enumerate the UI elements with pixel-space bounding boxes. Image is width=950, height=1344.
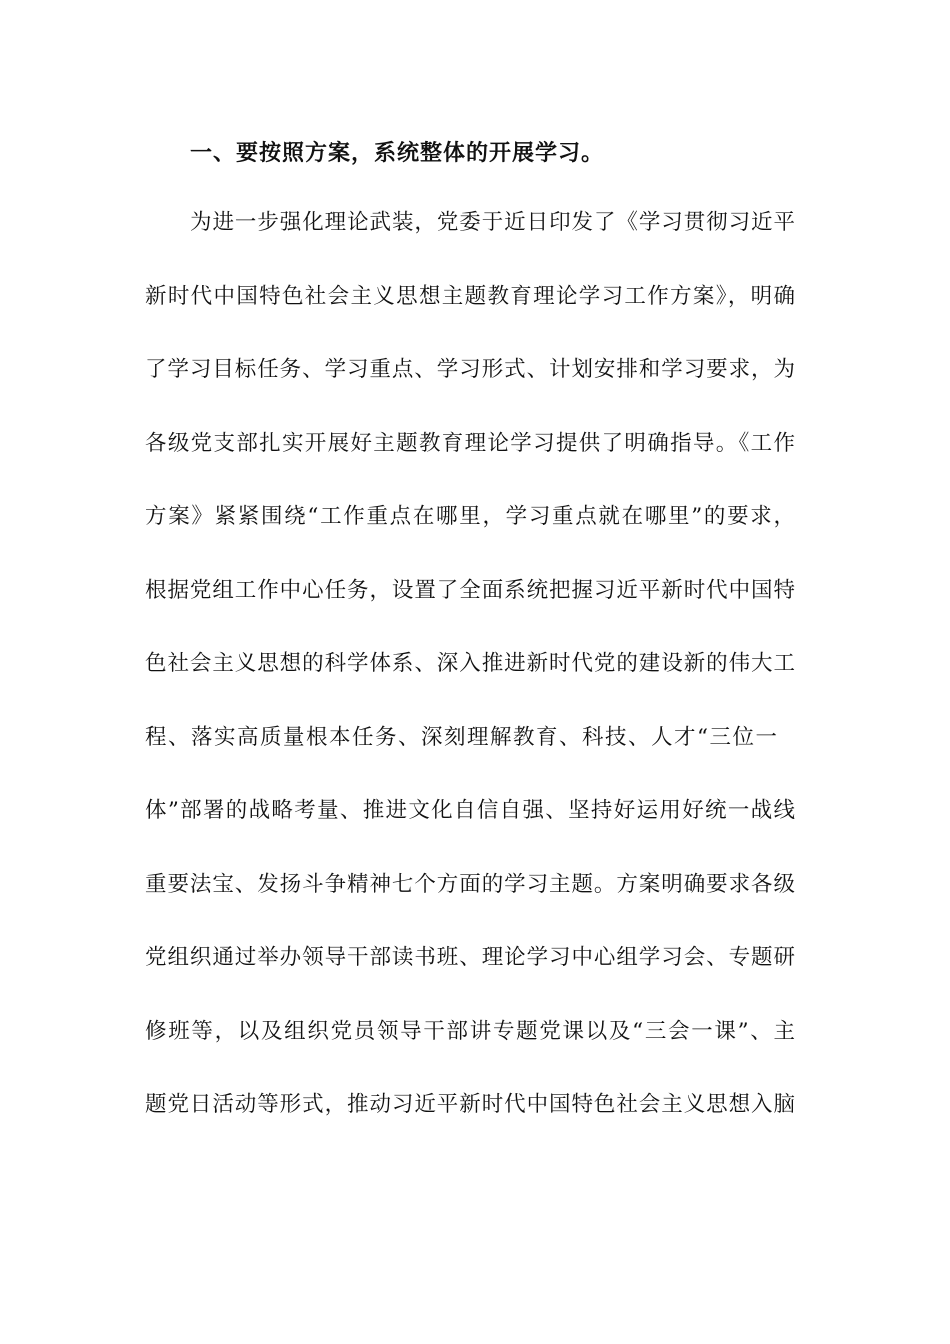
paragraph-line: 了学习目标任务、学习重点、学习形式、计划安排和学习要求，为 [145, 357, 795, 382]
paragraph-line: 各级党支部扎实开展好主题教育理论学习提供了明确指导。《工作 [145, 430, 795, 456]
paragraph-line: 程、落实高质量根本任务、深刻理解教育、科技、人才“三位一 [145, 724, 779, 750]
section-heading: 一、要按照方案，系统整体的开展学习。 [190, 140, 605, 166]
paragraph-line: 体”部署的战略考量、推进文化自信自强、坚持好运用好统一战线 [145, 798, 795, 823]
paragraph-line: 根据党组工作中心任务，设置了全面系统把握习近平新时代中国特 [145, 577, 795, 603]
body-paragraph [145, 186, 795, 1142]
paragraph-line: 党组织通过举办领导干部读书班、理论学习中心组学习会、专题研 [145, 945, 795, 970]
paragraph-line: 题党日活动等形式，推动习近平新时代中国特色社会主义思想入脑 [145, 1092, 795, 1117]
paragraph-line: 色社会主义思想的科学体系、深入推进新时代党的建设新的伟大工 [145, 651, 795, 676]
paragraph-line: 方案》紧紧围绕“工作重点在哪里，学习重点就在哪里”的要求， [145, 504, 795, 529]
paragraph-line: 重要法宝、发扬斗争精神七个方面的学习主题。方案明确要求各级 [145, 871, 795, 897]
paragraph-line: 修班等，以及组织党员领导干部讲专题党课以及“三会一课”、主 [145, 1018, 795, 1044]
paragraph-line: 为进一步强化理论武装，党委于近日印发了《学习贯彻习近平 [190, 210, 795, 235]
paragraph-line: 新时代中国特色社会主义思想主题教育理论学习工作方案》，明确 [145, 283, 795, 309]
